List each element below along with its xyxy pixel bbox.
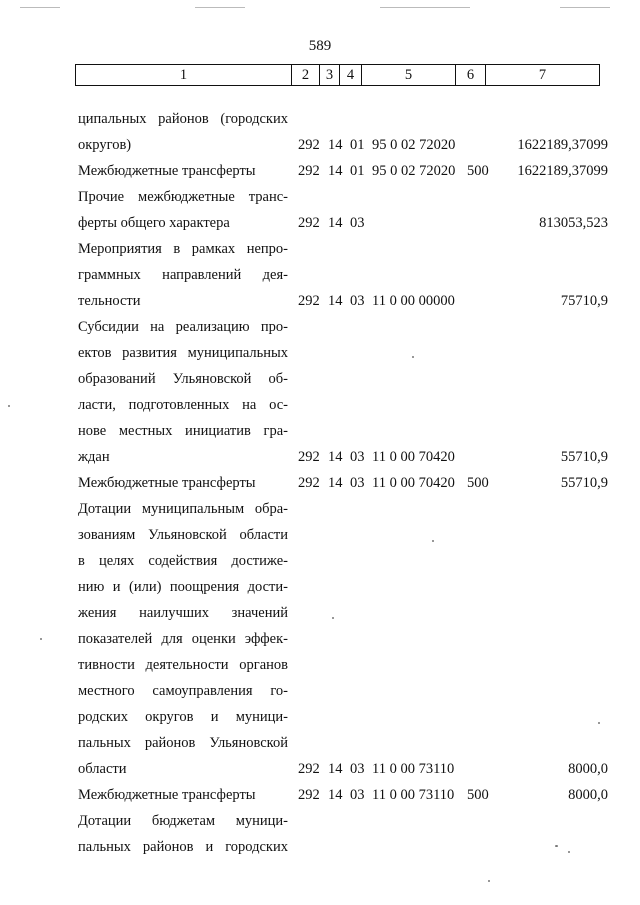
- row-name-cell: жения наилучших значений: [78, 605, 288, 621]
- row-cell-c5: 11 0 00 70420: [372, 475, 455, 491]
- scan-speck: [412, 356, 414, 358]
- row-cell-c7: 813053,523: [539, 215, 608, 231]
- row-name-cell: Мероприятия в рамках непро-: [78, 241, 288, 257]
- row-name-cell: нове местных инициатив гра-: [78, 423, 288, 439]
- row-name-cell: зованиям Ульяновской области: [78, 527, 288, 543]
- row-name-cell: пальных районов Ульяновской: [78, 735, 288, 751]
- table-row: [0, 704, 640, 730]
- row-name-cell: пальных районов и городских: [78, 839, 288, 855]
- row-cell-c6: 500: [467, 787, 489, 803]
- row-cell-c4: 03: [350, 215, 365, 231]
- scan-mark: [195, 7, 245, 8]
- table-row: [0, 444, 640, 470]
- row-name-cell: родских округов и муници-: [78, 709, 288, 725]
- scan-mark: [560, 7, 610, 8]
- row-cell-c5: 95 0 02 72020: [372, 137, 456, 153]
- row-name-cell: в целях содействия достиже-: [78, 553, 288, 569]
- scan-speck: [40, 638, 42, 640]
- row-cell-c2: 292: [298, 137, 320, 153]
- row-name-cell: ласти, подготовленных на ос-: [78, 397, 288, 413]
- row-cell-c5: 11 0 00 73110: [372, 761, 455, 777]
- row-cell-c4: 01: [350, 137, 365, 153]
- row-cell-c3: 14: [328, 449, 343, 465]
- table-row: [0, 522, 640, 548]
- row-name-cell: Межбюджетные трансферты: [78, 163, 256, 179]
- row-name-cell: Межбюджетные трансферты: [78, 475, 256, 491]
- scan-speck: [568, 851, 570, 853]
- row-cell-c2: 292: [298, 761, 320, 777]
- row-name-cell: Дотации бюджетам муници-: [78, 813, 288, 829]
- table-row: [0, 652, 640, 678]
- row-name-cell: ждан: [78, 449, 110, 465]
- table-row: [0, 158, 640, 184]
- table-row: [0, 834, 640, 860]
- scan-speck: [332, 617, 334, 619]
- row-cell-c4: 03: [350, 475, 365, 491]
- table-row: [0, 470, 640, 496]
- row-name-cell: местного самоуправления го-: [78, 683, 288, 699]
- column-header-7: 7: [486, 65, 600, 86]
- row-name-cell: показателей для оценки эффек-: [78, 631, 288, 647]
- row-cell-c5: 11 0 00 73110: [372, 787, 455, 803]
- row-name-cell: Субсидии на реализацию про-: [78, 319, 288, 335]
- row-cell-c3: 14: [328, 475, 343, 491]
- row-cell-c4: 03: [350, 449, 365, 465]
- row-cell-c3: 14: [328, 787, 343, 803]
- column-header-table: [75, 64, 600, 86]
- column-header-1: 1: [76, 65, 292, 86]
- table-row: [0, 756, 640, 782]
- table-row: [0, 808, 640, 834]
- row-cell-c5: 11 0 00 70420: [372, 449, 455, 465]
- row-cell-c2: 292: [298, 163, 320, 179]
- table-row: [0, 418, 640, 444]
- table-row: [0, 574, 640, 600]
- table-row: [0, 496, 640, 522]
- table-row: [0, 366, 640, 392]
- row-name-cell: граммных направлений дея-: [78, 267, 288, 283]
- table-row: [0, 210, 640, 236]
- row-cell-c3: 14: [328, 163, 343, 179]
- column-header-6: 6: [456, 65, 486, 86]
- column-header-row: [76, 65, 600, 86]
- row-name-cell: ферты общего характера: [78, 215, 230, 231]
- row-cell-c3: 14: [328, 215, 343, 231]
- table-row: [0, 132, 640, 158]
- scan-speck: [488, 880, 490, 882]
- row-cell-c4: 03: [350, 787, 365, 803]
- row-cell-c7: 55710,9: [560, 475, 608, 491]
- row-cell-c7: 1622189,37099: [517, 163, 608, 179]
- row-cell-c7: 55710,9: [560, 449, 608, 465]
- row-name-cell: Межбюджетные трансферты: [78, 787, 256, 803]
- column-header-5: 5: [362, 65, 456, 86]
- table-row: [0, 392, 640, 418]
- row-name-cell: ектов развития муниципальных: [78, 345, 288, 361]
- row-cell-c7: 8000,0: [568, 787, 608, 803]
- row-cell-c3: 14: [328, 761, 343, 777]
- scan-mark: [380, 7, 470, 8]
- table-row: [0, 314, 640, 340]
- row-cell-c4: 03: [350, 293, 365, 309]
- row-cell-c7: 75710,9: [560, 293, 608, 309]
- row-cell-c2: 292: [298, 449, 320, 465]
- row-cell-c6: 500: [467, 475, 489, 491]
- table-row: [0, 184, 640, 210]
- row-cell-c5: 95 0 02 72020: [372, 163, 456, 179]
- scan-speck: [432, 540, 434, 542]
- row-cell-c4: 01: [350, 163, 365, 179]
- row-cell-c7: 8000,0: [568, 761, 608, 777]
- row-name-cell: области: [78, 761, 127, 777]
- column-header-4: 4: [340, 65, 362, 86]
- page-number: 589: [308, 38, 332, 54]
- row-name-cell: округов): [78, 137, 132, 153]
- row-cell-c6: 500: [467, 163, 489, 179]
- table-row: [0, 626, 640, 652]
- row-cell-c2: 292: [298, 475, 320, 491]
- table-row: [0, 600, 640, 626]
- scan-speck: [598, 722, 600, 724]
- scan-speck: [8, 405, 10, 407]
- row-cell-c7: 1622189,37099: [517, 137, 608, 153]
- row-name-cell: нию и (или) поощрения дости-: [78, 579, 288, 595]
- table-row: [0, 730, 640, 756]
- table-row: [0, 678, 640, 704]
- table-row: [0, 288, 640, 314]
- table-row: [0, 548, 640, 574]
- row-name-cell: тивности деятельности органов: [78, 657, 288, 673]
- table-row: [0, 340, 640, 366]
- row-name-cell: ципальных районов (городских: [78, 111, 288, 127]
- row-cell-c3: 14: [328, 137, 343, 153]
- row-name-cell: тельности: [78, 293, 141, 309]
- table-row: [0, 236, 640, 262]
- row-name-cell: образований Ульяновской об-: [78, 371, 288, 387]
- table-row: [0, 262, 640, 288]
- table-row: [0, 106, 640, 132]
- scan-speck: [555, 845, 558, 847]
- row-cell-c2: 292: [298, 787, 320, 803]
- row-name-cell: Дотации муниципальным обра-: [78, 501, 288, 517]
- row-cell-c4: 03: [350, 761, 365, 777]
- row-cell-c5: 11 0 00 00000: [372, 293, 455, 309]
- row-name-cell: Прочие межбюджетные транс-: [78, 189, 288, 205]
- column-header-2: 2: [292, 65, 320, 86]
- scan-mark: [20, 7, 60, 8]
- table-row: [0, 782, 640, 808]
- row-cell-c2: 292: [298, 215, 320, 231]
- row-cell-c3: 14: [328, 293, 343, 309]
- column-header-3: 3: [320, 65, 340, 86]
- row-cell-c2: 292: [298, 293, 320, 309]
